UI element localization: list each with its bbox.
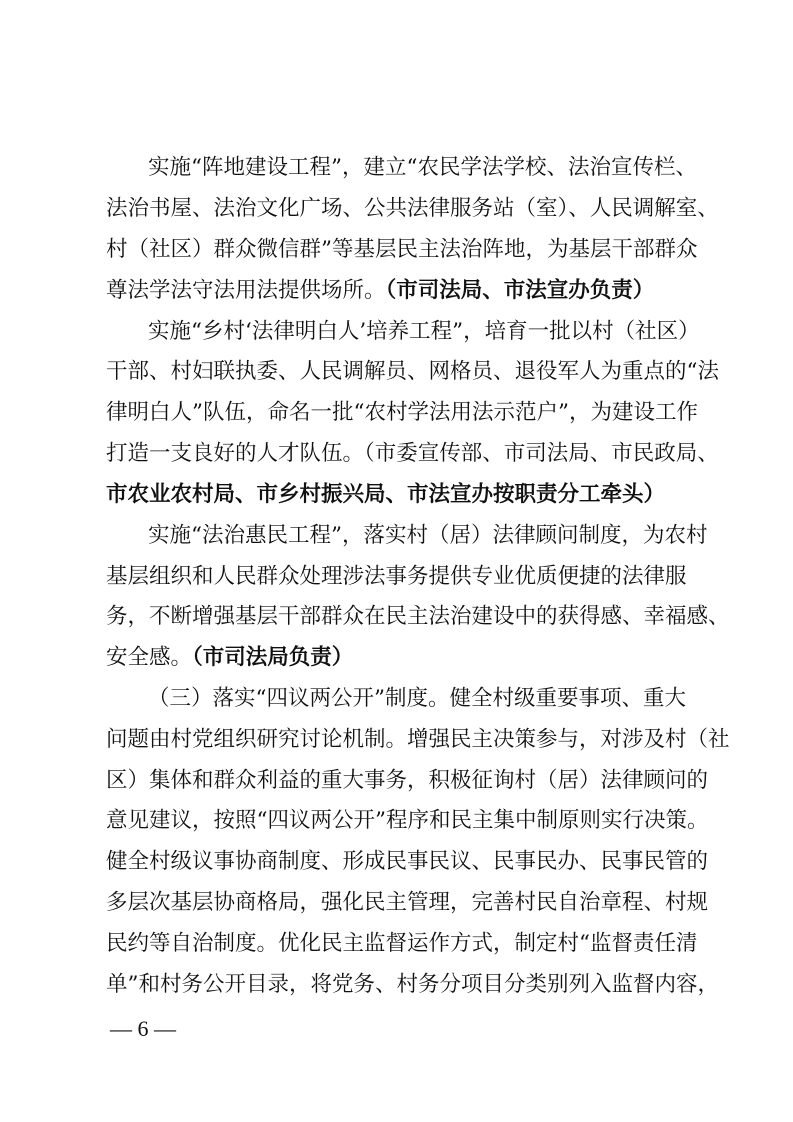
paragraph-2-line-3: 律明白人”队伍，命名一批“农村学法用法示范户”，为建设工作 bbox=[106, 400, 698, 425]
paragraph-1-responsibility: （市司法局、市法宣办负责） bbox=[385, 278, 655, 303]
paragraph-3-line-1: 实施“法治惠民工程”，落实村（居）法律顾问制度，为农村 bbox=[148, 523, 708, 548]
paragraph-4-line-2: 问题由村党组织研究讨论机制。增强民主决策参与，对涉及村（社 bbox=[106, 727, 730, 752]
paragraph-4-line-1: （三）落实“四议两公开”制度。健全村级重要事项、重大 bbox=[148, 686, 686, 711]
paragraph-2-line-2: 干部、村妇联执委、人民调解员、网格员、退役军人为重点的“法 bbox=[106, 359, 719, 384]
paragraph-2-line-1: 实施“乡村‘法律明白人’培养工程”，培育一批以村（社区） bbox=[148, 319, 700, 344]
paragraph-1-line-2: 法治书屋、法治文化广场、公共法律服务站（室）、人民调解室、 bbox=[106, 196, 719, 221]
paragraph-4-line-7: 民约等自治制度。优化民主监督运作方式，制定村“监督责任清 bbox=[106, 931, 698, 956]
paragraph-1-line-4 bbox=[106, 271, 686, 311]
paragraph-2-line-5 bbox=[106, 475, 686, 515]
page-number: — 6 — bbox=[110, 1016, 176, 1041]
paragraph-4-line-6: 多层次基层协商格局，强化民主管理，完善村民自治章程、村规 bbox=[106, 890, 709, 915]
paragraph-1-line-1: 实施“阵地建设工程”，建立“农民学法学校、法治宣传栏、 bbox=[148, 155, 697, 180]
paragraph-4-line-5: 健全村级议事协商制度、形成民事民议、民事民办、民事民管的 bbox=[106, 849, 709, 874]
paragraph-4-line-4: 意见建议，按照“四议两公开”程序和民主集中制原则实行决策。 bbox=[106, 808, 709, 833]
paragraph-2-responsibility: 市农业农村局、市乡村振兴局、市法宣办按职责分工牵头） bbox=[106, 482, 666, 507]
paragraph-3-line-3: 务，不断增强基层干部群众在民主法治建设中的获得感、幸福感、 bbox=[106, 604, 730, 629]
paragraph-3-line-2: 基层组织和人民群众处理涉法事务提供专业优质便捷的法律服 bbox=[106, 564, 687, 589]
paragraph-1-last-text: 尊法学法守法用法提供场所。 bbox=[106, 278, 386, 303]
paragraph-1-line-3: 村（社区）群众微信群”等基层民主法治阵地，为基层干部群众 bbox=[106, 237, 698, 262]
paragraph-2-line-4: 打造一支良好的人才队伍。（市委宣传部、市司法局、市民政局、 bbox=[106, 441, 719, 466]
paragraph-3-line-4 bbox=[106, 638, 686, 678]
paragraph-4-line-8: 单”和村务公开目录，将党务、村务分项目分类别列入监督内容， bbox=[106, 972, 719, 997]
paragraph-3-last-text: 安全感。 bbox=[106, 645, 193, 670]
paragraph-3-responsibility: （市司法局负责） bbox=[192, 645, 354, 670]
paragraph-4-line-3: 区）集体和群众利益的重大事务，积极征询村（居）法律顾问的 bbox=[106, 768, 709, 793]
